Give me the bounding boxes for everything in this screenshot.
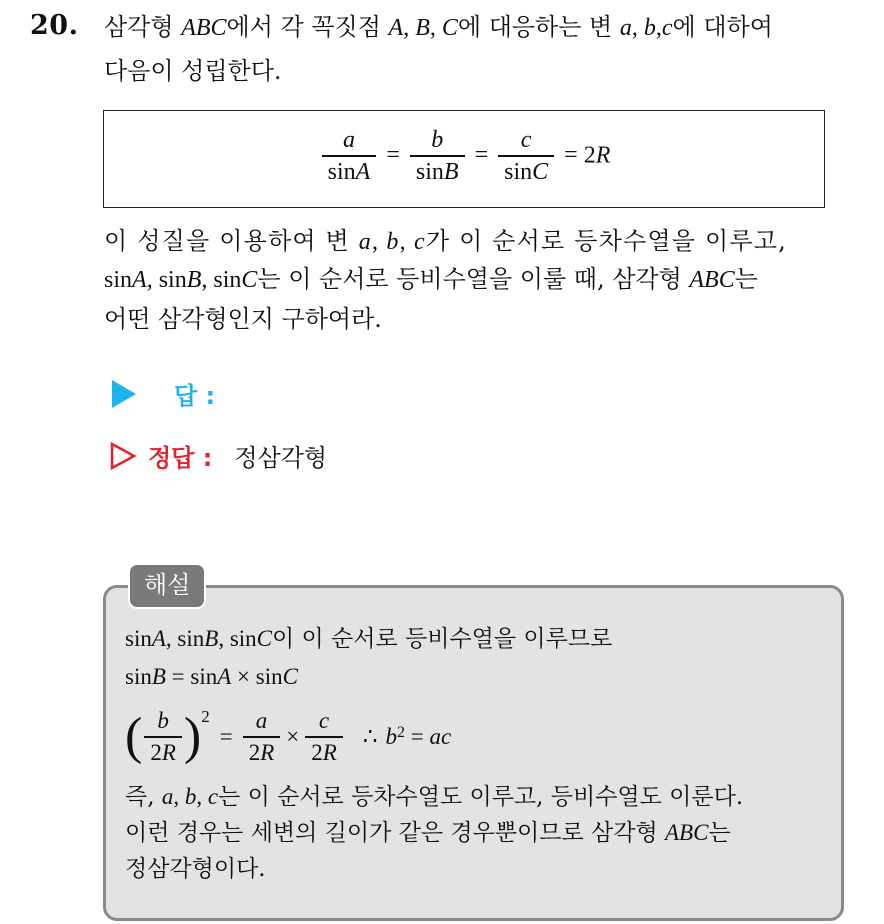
- question-intro-line-2: 다음이 성립한다.: [104, 57, 282, 85]
- numerator: c: [318, 708, 330, 734]
- sin-fn: sin: [125, 664, 152, 689]
- sin-fn: sin: [177, 626, 205, 651]
- fraction-c-over-sinC: [498, 125, 554, 187]
- denominator: [410, 157, 465, 187]
- sin-fn: sin: [504, 158, 533, 185]
- solution-line-2: [125, 662, 298, 692]
- math-var: R: [322, 739, 337, 765]
- separator: ,: [218, 626, 230, 651]
- math-var: b: [386, 229, 400, 255]
- math-var: A: [132, 267, 147, 293]
- coefficient: 2: [311, 739, 323, 765]
- math-var: C: [241, 267, 258, 293]
- math-var: A: [388, 15, 404, 41]
- numerator: b: [157, 708, 169, 734]
- math-var: ac: [429, 724, 452, 749]
- math-var: A: [151, 626, 166, 651]
- filled-play-triangle-icon: [112, 380, 136, 408]
- formula-box: [103, 110, 825, 208]
- math-var: R: [260, 739, 275, 765]
- math-var: B: [415, 15, 430, 41]
- answer-label: 답 :: [174, 382, 216, 410]
- math-var: ABC: [664, 820, 709, 845]
- question-number: 20.: [30, 10, 79, 41]
- math-var: R: [161, 739, 176, 765]
- separator: ,: [371, 229, 387, 255]
- body-text: 는: [734, 265, 758, 293]
- exponent: 2: [396, 724, 405, 741]
- math-var: C: [256, 626, 272, 651]
- equals-sign: =: [219, 724, 233, 749]
- intro-text: 에 대하여: [672, 13, 773, 41]
- sin-fn: sin: [190, 664, 218, 689]
- denominator: [243, 738, 281, 768]
- fraction-b-over-2R: [144, 706, 182, 768]
- solution-text: 이런 경우는 세변의 길이가 같은 경우뿐이므로 삼각형: [125, 820, 665, 846]
- coefficient: 2: [248, 739, 261, 765]
- math-var: a: [161, 784, 174, 809]
- sin-fn: sin: [104, 267, 133, 293]
- body-text: 는 이 순서로 등비수열을 이룰 때, 삼각형: [257, 265, 690, 293]
- math-var: b: [385, 724, 397, 749]
- rhs-2R: [584, 142, 611, 168]
- sin-fn: sin: [213, 267, 242, 293]
- math-var: a: [358, 229, 372, 255]
- separator: ,: [399, 229, 414, 255]
- solution-text: 이 이 순서로 등비수열을 이루므로: [272, 626, 613, 652]
- outline-play-triangle-icon: [110, 442, 136, 470]
- math-var: B: [186, 267, 202, 293]
- equals-sign: =: [564, 142, 578, 169]
- math-var: b: [184, 784, 197, 809]
- separator: ,: [429, 15, 442, 41]
- separator: ,: [196, 784, 208, 809]
- separator: ,: [201, 267, 214, 293]
- math-var: a: [619, 15, 632, 41]
- correct-answer-value: 정삼각형: [234, 444, 328, 472]
- solution-line-6: 정삼각형이다.: [125, 856, 266, 882]
- solution-line-1: [125, 624, 612, 654]
- intro-text: 에서 각 꼭짓점: [226, 13, 389, 41]
- body-text: 이 성질을 이용하여 변: [104, 227, 359, 255]
- numerator: c: [520, 127, 532, 153]
- separator: ,: [146, 267, 159, 293]
- equals-sign: =: [404, 724, 430, 749]
- denominator: [498, 157, 554, 187]
- solution-tag: 해설: [128, 563, 206, 609]
- math-var: R: [595, 142, 611, 169]
- coefficient: 2: [583, 142, 596, 169]
- sin-fn: sin: [415, 158, 444, 185]
- denominator: [144, 738, 182, 768]
- math-var: c: [414, 229, 426, 255]
- math-var: c: [661, 15, 673, 41]
- sin-fn: sin: [255, 664, 283, 689]
- sin-fn: sin: [158, 267, 187, 293]
- solution-text: 는 이 순서로 등차수열도 이루고, 등비수열도 이룬다.: [218, 784, 744, 810]
- question-body-line-2: [104, 264, 758, 295]
- sin-fn: sin: [327, 158, 356, 185]
- paren-open: (: [125, 708, 143, 765]
- question-body-line-1: [104, 226, 787, 257]
- fraction-a-over-sinA: [322, 125, 377, 187]
- numerator: b: [431, 127, 444, 153]
- intro-text: 에 대응하는 변: [457, 13, 620, 41]
- question-intro-line-1: [104, 12, 773, 43]
- question-body-line-3: 어떤 삼각형인지 구하여라.: [104, 305, 382, 333]
- solution-line-5: [125, 818, 731, 848]
- solution-line-3: [125, 700, 451, 774]
- equals-sign: =: [386, 142, 400, 169]
- exponent: 2: [201, 707, 210, 726]
- denominator: [322, 157, 377, 187]
- law-of-sines-formula: [104, 125, 824, 187]
- separator: ,: [165, 626, 178, 651]
- paren-close: ): [183, 708, 202, 765]
- math-var: B: [204, 626, 219, 651]
- math-var: c: [207, 784, 219, 809]
- math-var: A: [217, 664, 232, 689]
- solution-text: 즉,: [125, 784, 162, 810]
- math-var: A: [355, 158, 371, 185]
- correct-answer-row: [110, 438, 327, 473]
- equals-sign: =: [474, 142, 489, 169]
- times-sign: ×: [231, 664, 256, 689]
- separator: ,: [403, 15, 416, 41]
- equals-sign: =: [165, 664, 191, 689]
- times-sign: ×: [286, 724, 300, 749]
- separator: ,: [173, 784, 185, 809]
- numerator: a: [342, 127, 355, 153]
- separator: ,: [631, 15, 644, 41]
- math-var: ABC: [181, 15, 227, 41]
- math-var: B: [151, 664, 166, 689]
- math-var: C: [282, 664, 298, 689]
- numerator: a: [255, 708, 268, 734]
- fraction-c-over-2R: [305, 706, 343, 768]
- body-text: 가 이 순서로 등차수열을 이루고,: [425, 227, 787, 255]
- correct-answer-label: 정답 :: [148, 444, 213, 472]
- math-var: C: [532, 158, 549, 185]
- answer-row: [112, 376, 215, 411]
- math-var: C: [441, 15, 458, 41]
- fraction-a-over-2R: [243, 706, 281, 768]
- coefficient: 2: [150, 739, 162, 765]
- sin-fn: sin: [229, 626, 257, 651]
- intro-text: 삼각형: [104, 13, 182, 41]
- separator: ,: [655, 15, 662, 41]
- therefore-sign: ∴: [362, 724, 378, 749]
- solution-text: 는: [708, 820, 731, 846]
- solution-line-4: [125, 782, 743, 812]
- sin-fn: sin: [125, 626, 152, 651]
- math-var: B: [443, 158, 459, 185]
- math-var: b: [643, 15, 656, 41]
- denominator: [305, 738, 343, 768]
- fraction-b-over-sinB: [410, 125, 465, 187]
- math-var: ABC: [689, 267, 735, 293]
